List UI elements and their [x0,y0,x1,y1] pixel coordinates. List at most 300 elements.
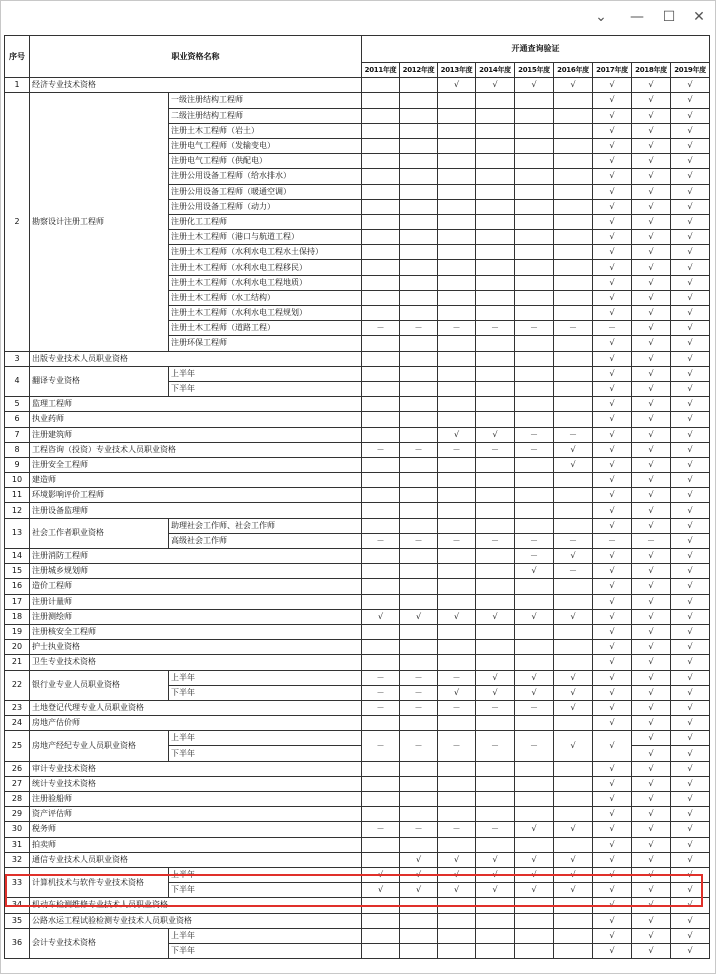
row-number: 30 [5,822,30,837]
year-mark: √ [593,716,632,731]
row-number: 32 [5,852,30,867]
year-mark: － [438,321,476,336]
year-mark [515,260,554,275]
year-mark: － [362,731,400,761]
qualification-name: 经济专业技术资格 [30,78,362,93]
sub-item-label: 二级注册结构工程师 [169,108,362,123]
year-mark: － [400,822,438,837]
year-mark [362,837,400,852]
year-mark [400,199,438,214]
year-mark [400,913,438,928]
row-number: 7 [5,427,30,442]
year-mark [476,351,515,366]
year-mark: √ [671,928,710,943]
year-mark [438,913,476,928]
row-number: 12 [5,503,30,518]
year-mark: √ [593,837,632,852]
year-mark [400,943,438,958]
year-mark: √ [632,381,671,396]
header-group: 开通查询验证 [362,36,710,63]
year-mark: √ [632,184,671,199]
year-mark: √ [632,199,671,214]
year-mark: √ [632,852,671,867]
year-mark: √ [593,776,632,791]
year-mark: √ [632,321,671,336]
year-mark: √ [632,822,671,837]
year-mark [476,366,515,381]
year-mark: √ [671,442,710,457]
year-mark [476,761,515,776]
year-mark [362,381,400,396]
year-mark [515,397,554,412]
year-mark [554,245,593,260]
year-mark [400,230,438,245]
year-mark [400,245,438,260]
year-mark [362,336,400,351]
row-number: 6 [5,412,30,427]
sub-item-label: 注册公用设备工程师（给水排水） [169,169,362,184]
year-mark [400,290,438,305]
year-mark [515,214,554,229]
year-mark: √ [671,564,710,579]
year-mark: √ [632,351,671,366]
year-mark: √ [632,761,671,776]
chevron-down-icon[interactable]: ⌄ [595,9,607,25]
year-mark: － [438,533,476,548]
year-mark: √ [554,867,593,882]
sub-item-label: 注册土木工程师（道路工程） [169,321,362,336]
year-mark: √ [593,898,632,913]
year-mark [515,275,554,290]
year-mark: － [400,442,438,457]
table-row [5,518,710,533]
year-mark [515,776,554,791]
year-mark [554,792,593,807]
year-mark [554,184,593,199]
year-mark: √ [593,640,632,655]
year-mark: √ [671,837,710,852]
year-mark: √ [632,245,671,260]
sub-item-label: 下半年 [169,746,362,761]
year-mark: √ [671,579,710,594]
qualification-name: 土地登记代理专业人员职业资格 [30,700,362,715]
year-mark [515,138,554,153]
year-mark [438,776,476,791]
year-mark [476,837,515,852]
sub-item-label: 上半年 [169,366,362,381]
year-mark: √ [632,427,671,442]
year-mark: － [400,731,438,761]
qualification-name: 审计专业技术资格 [30,761,362,776]
year-mark [400,306,438,321]
row-number: 1 [5,78,30,93]
row-number: 35 [5,913,30,928]
year-mark [476,397,515,412]
year-mark: √ [632,655,671,670]
qualification-name: 资产评估师 [30,807,362,822]
year-mark [476,412,515,427]
year-mark [554,503,593,518]
table-row [5,473,710,488]
year-mark [515,624,554,639]
table-row [5,503,710,518]
year-mark: √ [593,549,632,564]
year-mark [515,230,554,245]
year-mark [515,898,554,913]
year-mark [400,594,438,609]
year-mark [554,351,593,366]
year-mark [400,640,438,655]
year-mark: √ [632,837,671,852]
year-mark: √ [554,685,593,700]
year-mark [515,716,554,731]
table-row [5,488,710,503]
year-mark [554,716,593,731]
year-mark: √ [554,549,593,564]
year-mark [554,579,593,594]
year-mark [362,928,400,943]
year-mark [554,275,593,290]
row-number: 36 [5,928,30,958]
table-row [5,366,710,381]
year-mark [438,93,476,108]
year-mark [515,199,554,214]
year-mark: － [362,321,400,336]
year-mark: － [438,700,476,715]
qualification-name: 造价工程师 [30,579,362,594]
table-row [5,457,710,472]
year-mark: √ [593,123,632,138]
year-mark [362,397,400,412]
year-mark [554,473,593,488]
year-mark: － [400,700,438,715]
year-mark [515,366,554,381]
year-mark: － [476,321,515,336]
table-row [5,655,710,670]
year-mark: √ [671,123,710,138]
close-icon[interactable]: ✕ [693,9,705,25]
year-mark: √ [632,594,671,609]
sub-item-label: 注册环保工程师 [169,336,362,351]
year-mark [515,640,554,655]
year-mark: √ [671,366,710,381]
year-mark: √ [593,685,632,700]
year-mark: √ [671,184,710,199]
year-mark [476,473,515,488]
year-mark: √ [671,609,710,624]
table-row [5,351,710,366]
year-mark: √ [671,336,710,351]
header-year: 2017年度 [593,63,632,78]
year-mark: √ [632,488,671,503]
row-number: 25 [5,731,30,761]
year-mark: √ [671,245,710,260]
row-number: 17 [5,594,30,609]
year-mark [515,792,554,807]
year-mark: √ [632,275,671,290]
year-mark: √ [593,427,632,442]
year-mark [400,518,438,533]
year-mark: √ [593,488,632,503]
year-mark [362,488,400,503]
year-mark: √ [671,488,710,503]
year-mark [362,366,400,381]
year-mark: √ [632,564,671,579]
year-mark [438,761,476,776]
year-mark: － [515,321,554,336]
header-name: 职业资格名称 [30,36,362,78]
year-mark [400,412,438,427]
year-mark [438,108,476,123]
year-mark [438,306,476,321]
year-mark [515,837,554,852]
year-mark: √ [632,943,671,958]
year-mark [554,807,593,822]
table-row [5,93,710,108]
year-mark: √ [593,883,632,898]
year-mark [362,108,400,123]
year-mark [554,108,593,123]
year-mark: √ [671,169,710,184]
year-mark [438,199,476,214]
row-number: 2 [5,93,30,351]
year-mark: √ [438,867,476,882]
year-mark [515,457,554,472]
year-mark [362,457,400,472]
qualification-name: 税务师 [30,822,362,837]
year-mark [476,199,515,214]
year-mark: √ [438,883,476,898]
year-mark [476,503,515,518]
year-mark: √ [554,883,593,898]
table-row [5,640,710,655]
sub-item-label: 注册电气工程师（发输变电） [169,138,362,153]
table-row [5,579,710,594]
year-mark: √ [593,928,632,943]
table-row [5,867,710,882]
year-mark: √ [593,381,632,396]
year-mark [438,138,476,153]
year-mark: － [362,685,400,700]
year-mark [554,488,593,503]
year-mark: √ [593,275,632,290]
sub-item-label: 上半年 [169,670,362,685]
year-mark: √ [593,670,632,685]
year-mark [438,336,476,351]
year-mark [476,381,515,396]
year-mark: √ [476,427,515,442]
qualification-name: 勘察设计注册工程师 [30,93,169,351]
year-mark: － [515,731,554,761]
year-mark [362,564,400,579]
row-number: 16 [5,579,30,594]
sub-item-label: 注册土木工程师（水利水电工程移民） [169,260,362,275]
header-seq: 序号 [5,36,30,78]
qualification-name: 监理工程师 [30,397,362,412]
year-mark: √ [632,700,671,715]
qualification-name: 护士执业资格 [30,640,362,655]
year-mark [476,154,515,169]
sub-item-label: 注册公用设备工程师（暖通空调） [169,184,362,199]
year-mark: √ [515,78,554,93]
year-mark: √ [593,138,632,153]
row-number: 4 [5,366,30,396]
year-mark: √ [593,655,632,670]
year-mark: √ [671,640,710,655]
table-row [5,731,710,746]
qualification-name: 卫生专业技术资格 [30,655,362,670]
year-mark [476,108,515,123]
maximize-icon[interactable]: ☐ [662,9,676,25]
row-number: 33 [5,867,30,897]
year-mark [476,275,515,290]
qualification-name: 注册设备监理师 [30,503,362,518]
year-mark [554,169,593,184]
table-row [5,761,710,776]
year-mark: √ [671,624,710,639]
sub-item-label: 上半年 [169,928,362,943]
year-mark: － [362,822,400,837]
row-number: 5 [5,397,30,412]
qualification-name: 通信专业技术人员职业资格 [30,852,362,867]
header-year: 2012年度 [400,63,438,78]
year-mark [400,579,438,594]
year-mark: √ [554,670,593,685]
year-mark [438,518,476,533]
year-mark [362,761,400,776]
year-mark: √ [593,867,632,882]
year-mark [554,776,593,791]
year-mark [515,488,554,503]
year-mark: √ [671,670,710,685]
year-mark: √ [593,579,632,594]
year-mark [400,503,438,518]
year-mark: － [362,442,400,457]
year-mark: √ [593,154,632,169]
year-mark: √ [671,351,710,366]
header-year: 2019年度 [671,63,710,78]
year-mark: √ [671,457,710,472]
year-mark: √ [593,609,632,624]
year-mark: √ [632,290,671,305]
sub-item-label: 下半年 [169,685,362,700]
year-mark: √ [476,867,515,882]
year-mark: √ [400,852,438,867]
year-mark [400,138,438,153]
year-mark: － [632,533,671,548]
year-mark [400,214,438,229]
year-mark [362,518,400,533]
year-mark [515,93,554,108]
year-mark: √ [400,883,438,898]
row-number: 27 [5,776,30,791]
year-mark: － [400,533,438,548]
header-year: 2014年度 [476,63,515,78]
header-year: 2015年度 [515,63,554,78]
year-mark: √ [671,473,710,488]
year-mark [515,503,554,518]
sub-item-label: 上半年 [169,731,362,746]
year-mark: √ [515,852,554,867]
year-mark: √ [632,716,671,731]
year-mark [400,792,438,807]
year-mark: √ [593,169,632,184]
year-mark: √ [476,883,515,898]
year-mark: － [438,731,476,761]
year-mark: √ [671,275,710,290]
year-mark [362,549,400,564]
sub-item-label: 注册电气工程师（供配电） [169,154,362,169]
year-mark: √ [671,306,710,321]
year-mark [438,792,476,807]
qualification-name: 房地产经纪专业人员职业资格 [30,731,169,761]
year-mark [438,245,476,260]
table-row [5,670,710,685]
year-mark: √ [593,397,632,412]
table-row [5,564,710,579]
qualification-name: 社会工作者职业资格 [30,518,169,548]
qualification-name: 执业药师 [30,412,362,427]
year-mark [362,199,400,214]
year-mark: √ [671,503,710,518]
year-mark: √ [554,822,593,837]
year-mark: √ [671,290,710,305]
qualification-name: 银行业专业人员职业资格 [30,670,169,700]
year-mark [362,214,400,229]
year-mark [515,412,554,427]
year-mark [515,928,554,943]
year-mark: √ [671,230,710,245]
year-mark: － [554,533,593,548]
table-row [5,792,710,807]
table-row [5,624,710,639]
year-mark: √ [438,427,476,442]
year-mark: √ [554,731,593,761]
year-mark: √ [671,260,710,275]
year-mark: － [362,670,400,685]
year-mark [515,594,554,609]
year-mark [362,169,400,184]
year-mark: √ [593,306,632,321]
minimize-icon[interactable]: — [630,9,644,25]
year-mark: √ [632,366,671,381]
row-number: 19 [5,624,30,639]
year-mark: √ [671,716,710,731]
year-mark [438,549,476,564]
year-mark [554,518,593,533]
year-mark: √ [593,366,632,381]
row-number: 34 [5,898,30,913]
year-mark: √ [632,397,671,412]
year-mark: √ [593,822,632,837]
year-mark [400,108,438,123]
year-mark [515,123,554,138]
year-mark: √ [632,746,671,761]
year-mark [362,427,400,442]
year-mark [400,776,438,791]
year-mark: √ [476,685,515,700]
year-mark: √ [671,199,710,214]
qualification-name: 会计专业技术资格 [30,928,169,958]
row-number: 29 [5,807,30,822]
year-mark: √ [593,731,632,761]
year-mark: － [515,533,554,548]
year-mark: √ [362,883,400,898]
year-mark: √ [593,700,632,715]
year-mark [362,290,400,305]
year-mark: √ [593,792,632,807]
year-mark: √ [438,685,476,700]
